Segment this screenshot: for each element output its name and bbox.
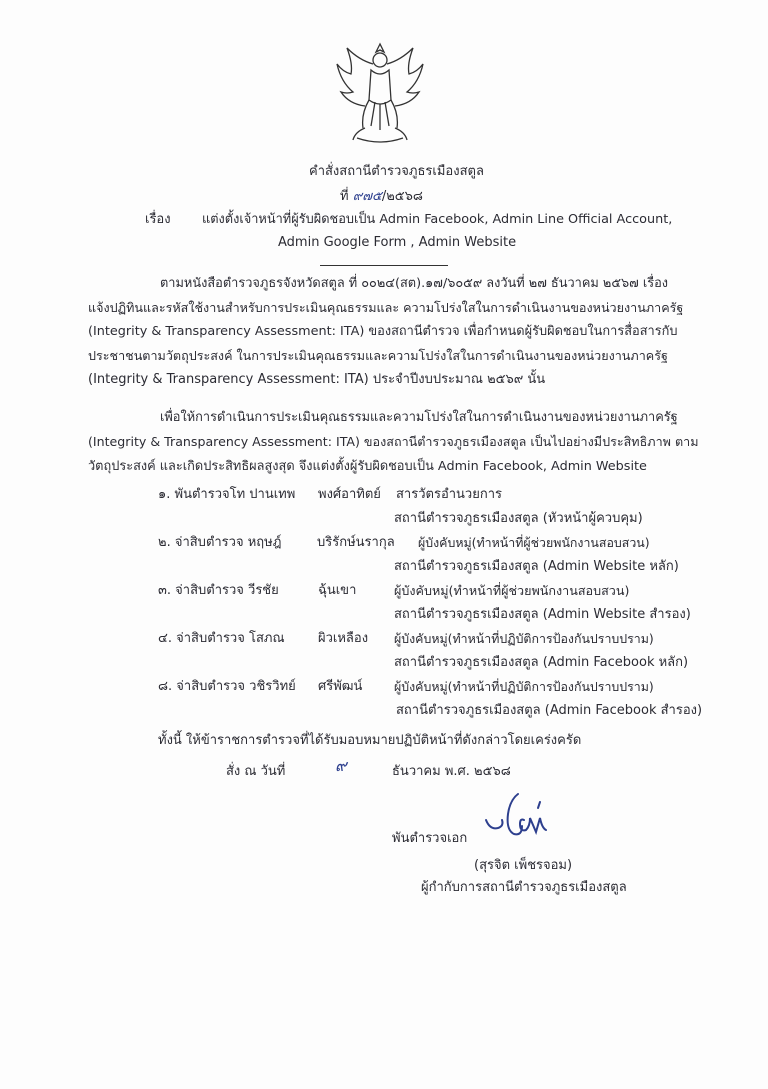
para1-line-5: (Integrity & Transparency Assessment: ITA) ประจำปีงบประมาณ ๒๕๖๙ นั้น [88,372,546,387]
signer-title: ผู้กำกับการสถานีตำรวจภูธรเมืองสตูล [421,880,627,895]
appointee-surname: บริรักษ์นรากุล [317,535,395,550]
appointee-surname: ศรีพัฒน์ [318,679,363,694]
appointee-position: ผู้บังคับหมู่(ทำหน้าที่ปฏิบัติการป้องกันปราบปราม) [394,631,654,646]
appointee-role: สถานีตำรวจภูธรเมืองสตูล (Admin Facebook หลัก) [394,655,689,670]
para1-line-3: (Integrity & Transparency Assessment: ITA) ของสถานีตำรวจ เพื่อกำหนดผู้รับผิดชอบในการสื่อสารกับ [88,324,678,339]
para2-line-3: วัตถุประสงค์ และเกิดประสิทธิผลสูงสุด จึงแต่งตั้งผู้รับผิดชอบเป็น Admin Facebook, Admin Website [88,459,647,474]
signer-rank: พันตำรวจเอก [392,831,468,846]
subject-label: เรื่อง [145,212,171,227]
number-suffix: /๒๕๖๘ [381,189,423,204]
number-prefix: ที่ [340,189,349,204]
signer-name: (สุรจิต เพ็ชรจอม) [474,858,573,873]
divider [320,265,448,266]
para1-line-2: แจ้งปฏิทินและรหัสใช้งานสำหรับการประเมินคุณธรรมและ ความโปร่งใสในการดำเนินงานของหน่วยงานภาครัฐ [88,300,684,315]
subject-line-1: แต่งตั้งเจ้าหน้าที่ผู้รับผิดชอบเป็น Admin Facebook, Admin Line Official Account, [202,212,673,227]
appointee-role: สถานีตำรวจภูธรเมืองสตูล (Admin Facebook สำรอง) [396,703,703,718]
appointee-surname: พงศ์อาทิตย์ [318,487,381,502]
order-date-suffix: ธันวาคม พ.ศ. ๒๕๖๘ [392,764,511,779]
appointee-position: สารวัตรอำนวยการ [396,487,503,502]
order-number [340,189,423,205]
appointee-position: ผู้บังคับหมู่(ทำหน้าที่ผู้ช่วยพนักงานสอบสวน) [394,583,630,598]
appointee-position: ผู้บังคับหมู่(ทำหน้าที่ปฏิบัติการป้องกันปราบปราม) [394,679,654,694]
appointee-rank-name: ๔. จ่าสิบตำรวจ โสภณ [158,631,285,646]
appointee-rank-name: ๘. จ่าสิบตำรวจ วชิรวิทย์ [158,679,296,694]
garuda-emblem [335,40,425,148]
para2-line-1: เพื่อให้การดำเนินการประเมินคุณธรรมและความโปร่งใสในการดำเนินงานของหน่วยงานภาครัฐ [160,410,678,425]
order-date-prefix: สั่ง ณ วันที่ [226,764,286,779]
number-handwritten: ๙๗๕ [352,189,382,204]
appointee-role: สถานีตำรวจภูธรเมืองสตูล (Admin Website สำรอง) [394,607,691,622]
para2-line-2: (Integrity & Transparency Assessment: ITA) ของสถานีตำรวจภูธรเมืองสตูล เป็นไปอย่างมีประสิทธิภาพ ตาม [88,434,699,449]
appointee-surname: ฉุ้นเขา [318,583,357,598]
appointee-rank-name: ๑. พันตำรวจโท ปานเทพ [158,487,296,502]
appointee-surname: ผิวเหลือง [318,631,369,646]
handwritten-signature [478,790,558,850]
appointee-position: ผู้บังคับหมู่(ทำหน้าที่ผู้ช่วยพนักงานสอบสวน) [418,535,650,550]
appointee-role: สถานีตำรวจภูธรเมืองสตูล (Admin Website หลัก) [394,559,679,574]
subject-line-2: Admin Google Form , Admin Website [278,235,517,250]
order-date-day-handwritten: ๙ [335,756,347,775]
appointee-rank-name: ๓. จ่าสิบตำรวจ วีรชัย [158,583,279,598]
closing-statement: ทั้งนี้ ให้ข้าราชการตำรวจที่ได้รับมอบหมายปฏิบัติหน้าที่ดังกล่าวโดยเคร่งครัด [158,733,582,748]
appointee-role: สถานีตำรวจภูธรเมืองสตูล (หัวหน้าผู้ควบคุม) [394,511,643,526]
appointee-rank-name: ๒. จ่าสิบตำรวจ หฤษฎ์ [158,535,282,550]
para1-line-4: ประชาชนตามวัตถุประสงค์ ในการประเมินคุณธรรมและความโปร่งใสในการดำเนินงานของหน่วยงานภาครัฐ [88,348,668,363]
order-title: คำสั่งสถานีตำรวจภูธรเมืองสตูล [309,164,484,179]
para1-line-1: ตามหนังสือตำรวจภูธรจังหวัดสตูล ที่ ๐๐๒๔(สต).๑๗/๖๐๕๙ ลงวันที่ ๒๗ ธันวาคม ๒๕๖๗ เรื่อง [160,276,669,291]
